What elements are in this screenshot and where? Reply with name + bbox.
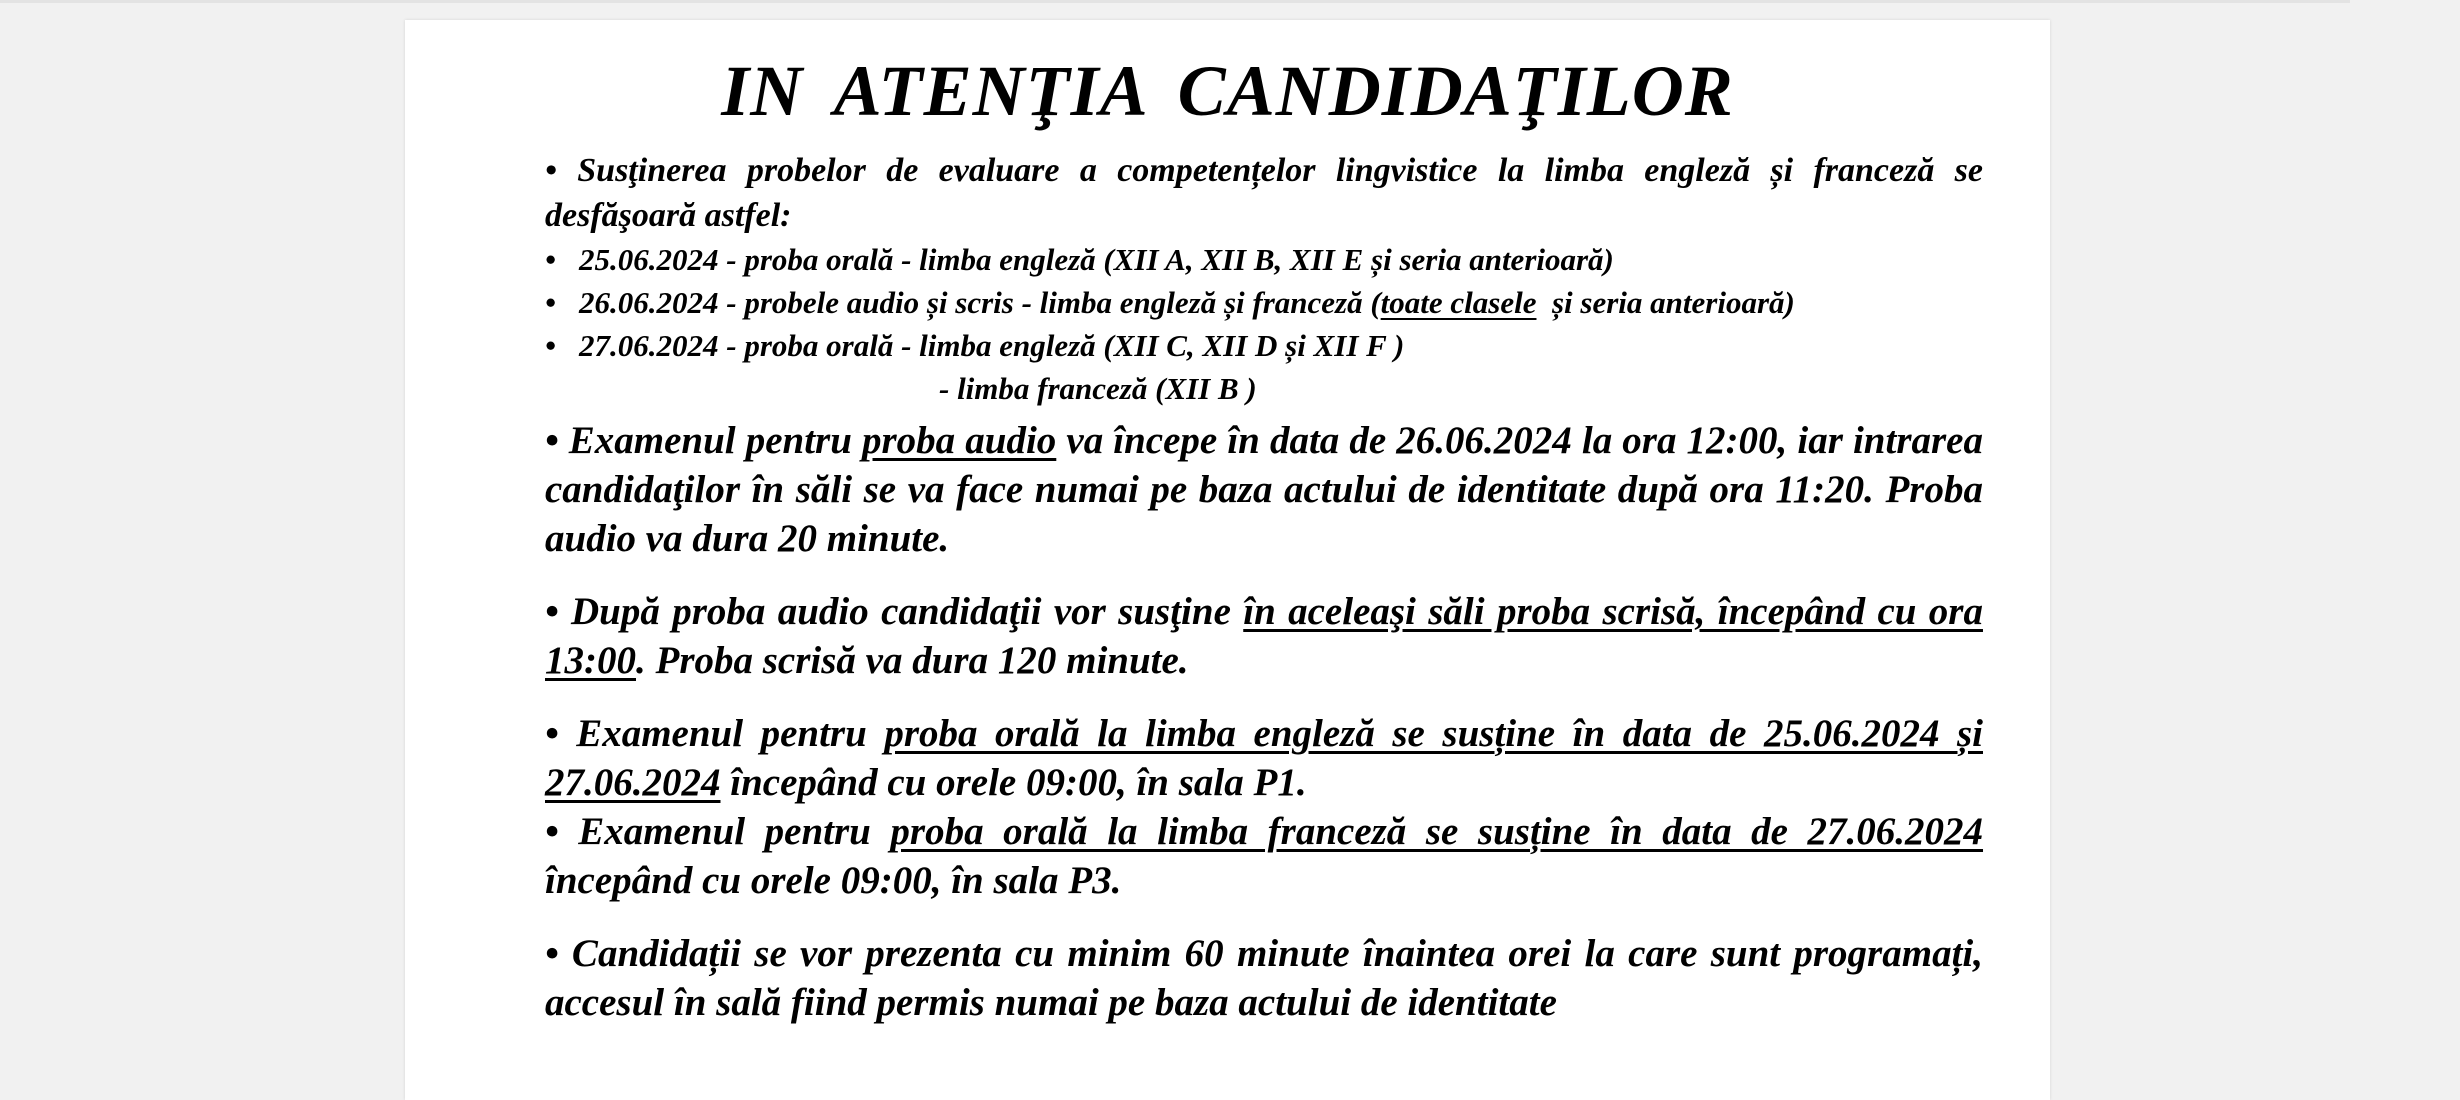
underlined-text: în aceleaşi săli proba scrisă, începând cu ora 13:00 [545,590,1983,682]
oral-french-paragraph [545,807,1983,905]
paragraph-text: • Examenul pentru [545,419,862,462]
schedule-text: și seria anterioară) [1536,285,1795,320]
schedule-text: 27.06.2024 - proba orală - limba engleză (XII C, XII D și XII F ) [579,328,1405,363]
schedule-item [545,238,1983,281]
schedule-text: 26.06.2024 - probele audio și scris - limba engleză și franceză ( [579,285,1381,320]
paragraph-text: • După proba audio candidaţii vor susţine [545,590,1244,633]
written-exam-paragraph [545,587,1983,685]
viewer-top-bar [0,0,2350,3]
paragraph-text: începând cu orele 09:00, în sala P3. [545,859,1122,902]
paragraph-text: începând cu orele 09:00, în sala P1. [720,761,1307,804]
underlined-text: proba orală la limba franceză se susține în data de 27.06.2024 [890,810,1984,853]
intro-paragraph: • Susţinerea probelor de evaluare a competențelor lingvistice la limba engleză și franceză se desfăşoară astfel: [545,152,1983,234]
schedule-item-continuation [545,367,1983,410]
audio-exam-paragraph [545,416,1983,563]
document-body [545,148,1983,1027]
schedule-text: - limba franceză (XII B ) [939,371,1257,406]
schedule-item [545,324,1983,367]
page-title: IN ATENŢIA CANDIDAŢILOR [721,51,1734,131]
paragraph-text: . Proba scrisă va dura 120 minute. [636,639,1189,682]
oral-english-paragraph [545,709,1983,807]
schedule-item [545,281,1983,324]
paragraph-text: • Examenul pentru [545,810,891,853]
document-page [405,20,2050,1100]
bullet: • [545,242,556,277]
arrival-paragraph: • Candidații se vor prezenta cu minim 60 minute înaintea orei la care sunt programați, accesul în sală fiind permis numai pe baza actului de identitate [545,932,1983,1024]
bullet: • [545,328,556,363]
paragraph-text: • Examenul pentru [545,712,885,755]
bullet: • [545,285,556,320]
underlined-text: proba audio [862,419,1057,462]
schedule-text: 25.06.2024 - proba orală - limba engleză (XII A, XII B, XII E și seria anterioară) [579,242,1614,277]
paragraph-text: va începe în data de 26.06.2024 la ora 12:00, iar intrarea candidaţilor în săli se va face numai pe baza actului de identitate după ora 11:20. Proba audio va dura 20 minute. [545,419,1983,560]
underlined-text: proba orală la limba engleză se susține în data de 25.06.2024 și 27.06.2024 [545,712,1983,804]
schedule-text-underlined: toate clasele [1380,285,1537,320]
